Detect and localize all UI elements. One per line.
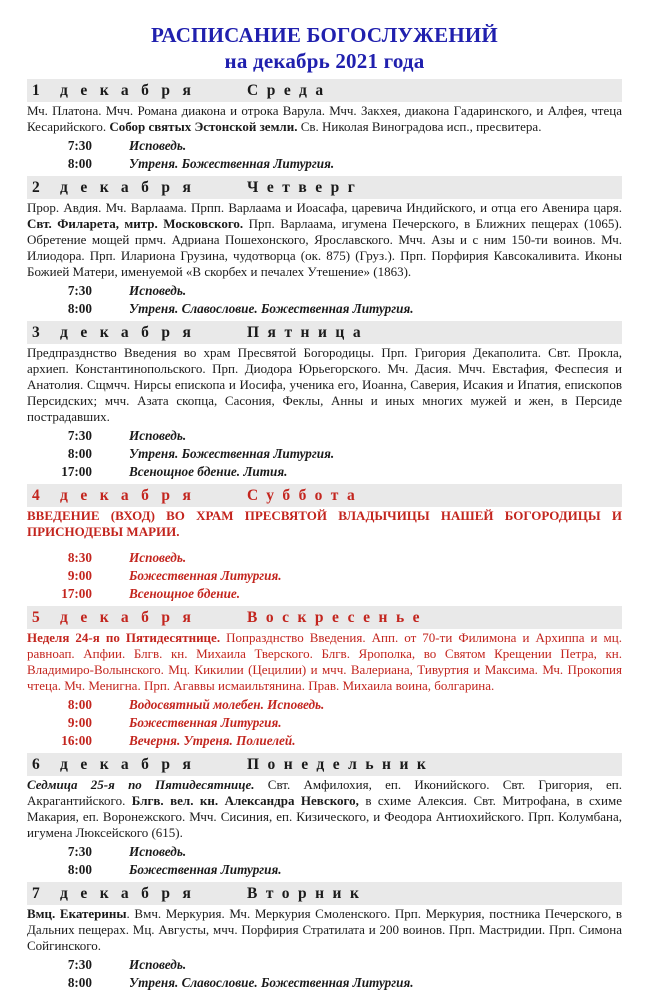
description-segment: Свт. Филарета, митр. Московского. [27, 216, 249, 231]
service-list [27, 427, 622, 481]
day-description [27, 508, 622, 540]
service-row [27, 843, 622, 861]
day-weekday-label: Понедельник [247, 756, 435, 773]
service-list [27, 137, 622, 173]
day-number: 7 [32, 885, 40, 902]
service-time: 7:30 [67, 844, 92, 859]
day-description [27, 345, 622, 425]
day-description [27, 777, 622, 841]
day-header [27, 321, 622, 344]
description-segment: . Вмч. Меркурия. Мч. Меркурия Смоленского. Прп. Меркурия, постника Печерского, в Дальних пещерах. Мц. Августы, мчч. Порфирия Стратилата и 200 воинов. Прп. Мастридии. Прп. Симона Сойгинского. [27, 906, 622, 953]
description-segment: ВВЕДЕНИЕ (ВХОД) ВО ХРАМ ПРЕСВЯТОЙ ВЛАДЫЧИЦЫ НАШЕЙ БОГОРОДИЦЫ И ПРИСНОДЕВЫ МАРИИ. [27, 508, 622, 539]
day-month-label: декабря [60, 756, 204, 773]
description-segment: Блгв. вел. кн. Александра Невского, [131, 793, 366, 808]
service-time: 8:00 [67, 975, 92, 990]
day-description [27, 200, 622, 280]
day-section-1 [27, 79, 622, 173]
service-row [27, 463, 622, 481]
day-weekday-label: Пятница [247, 324, 370, 341]
service-time: 8:00 [67, 301, 92, 316]
day-weekday-label: Суббота [247, 487, 364, 504]
service-list [27, 549, 622, 603]
service-time: 7:30 [67, 283, 92, 298]
description-segment: Вмц. Екатерины [27, 906, 127, 921]
service-time: 7:30 [67, 138, 92, 153]
day-description [27, 630, 622, 694]
service-row [27, 567, 622, 585]
day-number: 2 [32, 179, 40, 196]
service-name: Всенощное бдение. Лития. [129, 464, 288, 479]
description-segment: Неделя 24-я по Пятидесятнице. [27, 630, 227, 645]
description-segment: Прп. Варлаама, игумена Печерского, в Ближних пещерах (1065). Обретение мощей прмч. Адриана Пошехонского, Ярославского. Мчч. Азы и с ним 150-ти воинов. Мч. Илиодора. Прп. Илариона Грузина, чудотворца (ок. 875) (Груз.). Прп. Порфирия Кавсокаливита. Иконы Божией Матери, именуемой «В скорбех и печалех Утешение» (1863). [27, 216, 622, 279]
service-time: 9:00 [67, 715, 92, 730]
service-name: Всенощное бдение. [129, 586, 241, 601]
day-header [27, 753, 622, 776]
day-month-label: декабря [60, 487, 204, 504]
description-segment: Прор. Авдия. Мч. Варлаама. Прпп. Варлаама и Иоасафа, царевича Индийского, и отца его Авенира царя. [27, 200, 622, 215]
service-time: 7:30 [67, 428, 92, 443]
day-header [27, 882, 622, 905]
day-month-label: декабря [60, 179, 204, 196]
service-time: 9:00 [67, 568, 92, 583]
service-name: Исповедь. [129, 428, 187, 443]
description-segment: Попразднство Введения. Апп. от 70-ти Филимона и Архиппа и мц. равноап. Апфии. Блгв. кн. Михаила Тверского. Блгв. Ярополка, во Святом Крещении Петра, кн. Владимиро-Волынского. Мц. Кикилии (Цецилии) и мчч. Валериана, Тивуртия и Максима. Мч. Прокопия чтеца. Мч. Менигна. Прп. Агаввы исмаильтянина. Прав. Михаила воина, болгарина. [27, 630, 622, 693]
service-time: 17:00 [61, 586, 92, 601]
service-name: Исповедь. [129, 844, 187, 859]
service-row [27, 300, 622, 318]
day-header [27, 606, 622, 629]
service-time: 8:00 [67, 697, 92, 712]
service-time: 7:30 [67, 957, 92, 972]
service-row [27, 956, 622, 974]
schedule-subtitle: на декабрь 2021 года [224, 49, 425, 73]
description-segment: Седмица 25-я по Пятидесятнице. [27, 777, 268, 792]
service-name: Утреня. Божественная Литургия. [129, 446, 335, 461]
service-name: Исповедь. [129, 550, 187, 565]
day-weekday-label: Четверг [247, 179, 364, 196]
day-month-label: декабря [60, 609, 204, 626]
service-name: Божественная Литургия. [129, 862, 282, 877]
service-name: Утреня. Божественная Литургия. [129, 156, 335, 171]
service-row [27, 696, 622, 714]
service-list [27, 282, 622, 318]
service-list [27, 843, 622, 879]
service-time: 8:30 [67, 550, 92, 565]
service-row [27, 549, 622, 567]
day-section-6 [27, 753, 622, 879]
schedule-title: РАСПИСАНИЕ БОГОСЛУЖЕНИЙ [151, 23, 498, 47]
day-number: 6 [32, 756, 40, 773]
day-month-label: декабря [60, 324, 204, 341]
service-time: 16:00 [61, 733, 92, 748]
day-weekday-label: Среда [247, 82, 332, 99]
day-section-2 [27, 176, 622, 318]
service-name: Божественная Литургия. [129, 568, 282, 583]
day-header [27, 484, 622, 507]
service-time: 8:00 [67, 156, 92, 171]
service-row [27, 137, 622, 155]
service-name: Божественная Литургия. [129, 715, 282, 730]
day-number: 3 [32, 324, 40, 341]
day-number: 1 [32, 82, 40, 99]
day-section-3 [27, 321, 622, 481]
service-time: 8:00 [67, 446, 92, 461]
service-name: Исповедь. [129, 283, 187, 298]
description-segment: Предпразднство Введения во храм Пресвятой Богородицы. Прп. Григория Декаполита. Свт. Прокла, архиеп. Константинопольского. Прп. Диодора Юрьегорского. Мч. Дасия. Мчч. Евстафия, Феспесия и Анатолия. Сщмчч. Нирсы епископа и Иосифа, ученика его, Иоанна, Саверия, Исакия и Ипатия, епископов Персидских; мчч. Азата скопца, Сасония, Феклы, Анны и иных многих мужей и жен, в Персиде пострадавших. [27, 345, 622, 424]
day-section-4 [27, 484, 622, 603]
service-row [27, 861, 622, 879]
service-row [27, 732, 622, 750]
day-number: 4 [32, 487, 40, 504]
service-name: Исповедь. [129, 138, 187, 153]
service-row [27, 974, 622, 992]
service-row [27, 282, 622, 300]
day-weekday-label: Вторник [247, 885, 368, 902]
description-segment: в схиме Алексия. Свт. Митрофана, в схиме Макария, еп. Воронежского. Мчч. Сисиния, еп. Кизического, и Феодора Антиохийского. Прп. Колумбана, игумена Люксейского (615). [27, 793, 623, 840]
day-description [27, 103, 622, 135]
day-number: 5 [32, 609, 40, 626]
description-segment: Св. Николая Виноградова исп., пресвитера. [300, 119, 542, 134]
service-row [27, 585, 622, 603]
day-month-label: декабря [60, 885, 204, 902]
day-header [27, 79, 622, 102]
service-name: Исповедь. [129, 957, 187, 972]
day-description [27, 906, 622, 954]
service-name: Утреня. Славословие. Божественная Литургия. [129, 975, 414, 990]
service-row [27, 155, 622, 173]
service-list [27, 696, 622, 750]
service-row [27, 427, 622, 445]
title-block [27, 22, 622, 74]
description-segment: Собор святых Эстонской земли. [109, 119, 301, 134]
service-list [27, 956, 622, 992]
service-row [27, 714, 622, 732]
service-time: 17:00 [61, 464, 92, 479]
day-section-7 [27, 882, 622, 992]
service-name: Утреня. Славословие. Божественная Литургия. [129, 301, 414, 316]
day-month-label: декабря [60, 82, 204, 99]
day-weekday-label: Воскресенье [247, 609, 429, 626]
day-header [27, 176, 622, 199]
service-time: 8:00 [67, 862, 92, 877]
day-section-5 [27, 606, 622, 750]
service-name: Водосвятный молебен. Исповедь. [129, 697, 325, 712]
service-name: Вечерня. Утреня. Полиелей. [129, 733, 296, 748]
description-segment: Свт. Амфилохия, еп. Иконийского. Свт. Григория, еп. Акрагантийского. [27, 777, 622, 808]
service-row [27, 445, 622, 463]
description-segment: Мч. Платона. Мчч. Романа диакона и отрока Варула. Мчч. Закхея, диакона Гадаринского, и Алфея, чтеца Кесарийского. [27, 103, 622, 134]
